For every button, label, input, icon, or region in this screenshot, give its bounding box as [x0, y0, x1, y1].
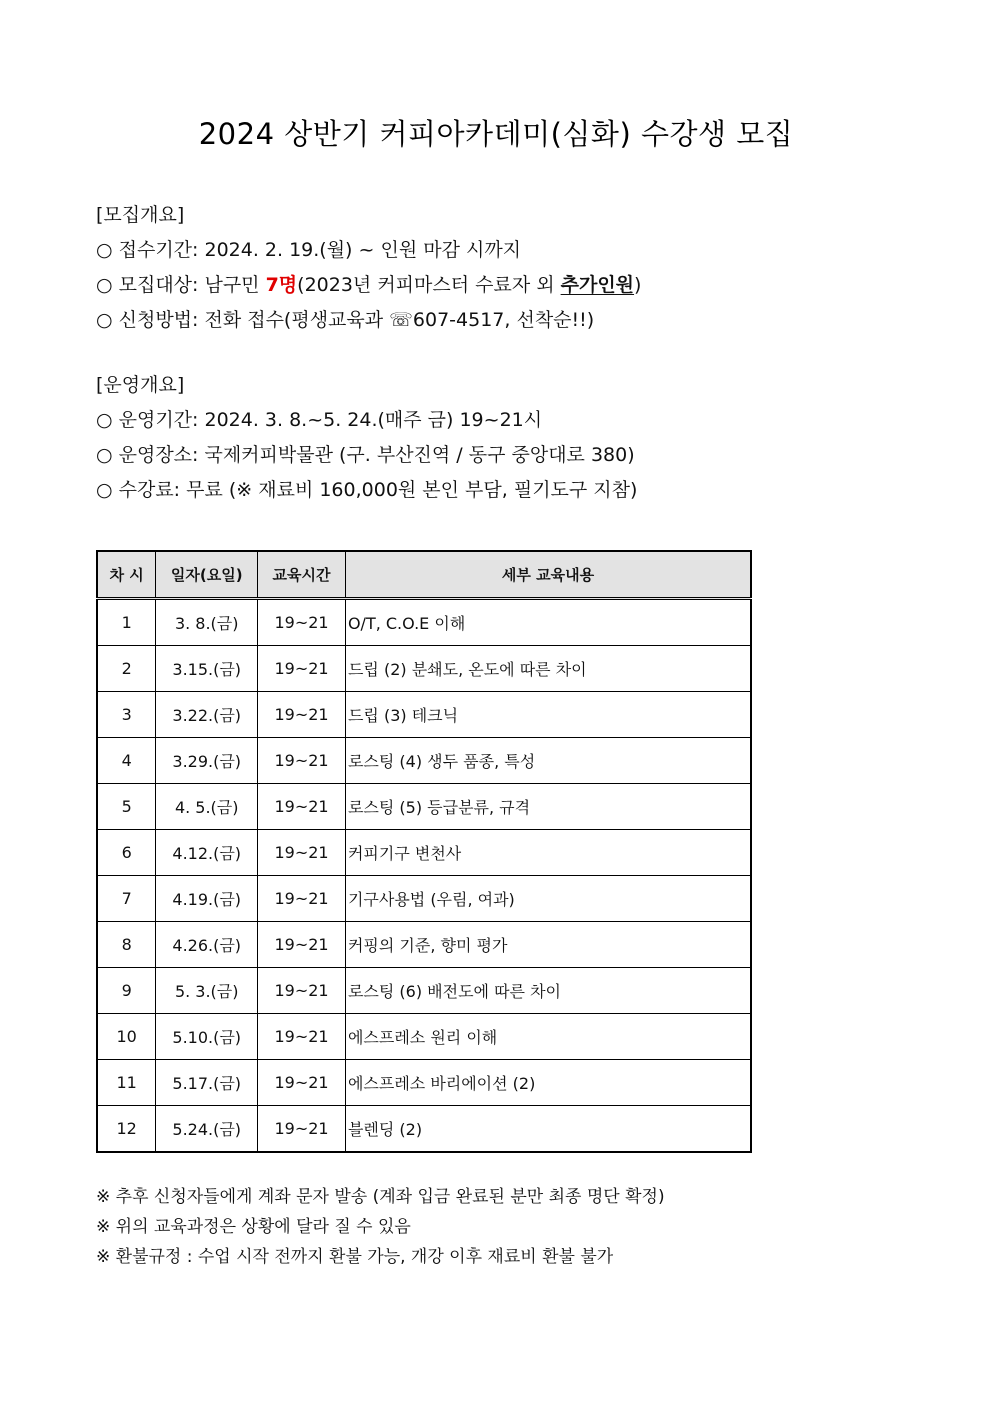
- time-cell: 19~21: [258, 692, 346, 738]
- time-cell: 19~21: [258, 968, 346, 1014]
- header-session: 차 시: [97, 551, 156, 599]
- content-cell: 로스팅 (5) 등급분류, 규격: [345, 784, 751, 830]
- date-cell: 5.24.(금): [156, 1106, 258, 1153]
- date-cell: 5.10.(금): [156, 1014, 258, 1060]
- content-cell: 커핑의 기준, 향미 평가: [345, 922, 751, 968]
- header-time: 교육시간: [258, 551, 346, 599]
- table-row: [97, 738, 751, 784]
- recruit-heading: [모집개요]: [96, 204, 185, 226]
- note-item: ※ 환불규정 : 수업 시작 전까지 환불 가능, 개강 이후 재료비 환불 불가: [96, 1247, 614, 1267]
- content-cell: 로스팅 (6) 배전도에 따른 차이: [345, 968, 751, 1014]
- time-cell: 19~21: [258, 784, 346, 830]
- content-cell: O/T, C.O.E 이해: [345, 599, 751, 646]
- time-cell: 19~21: [258, 876, 346, 922]
- date-cell: 5.17.(금): [156, 1060, 258, 1106]
- time-cell: 19~21: [258, 922, 346, 968]
- content-cell: 기구사용법 (우림, 여과): [345, 876, 751, 922]
- session-cell: 12: [97, 1106, 156, 1153]
- session-cell: 4: [97, 738, 156, 784]
- content-cell: 블렌딩 (2): [345, 1106, 751, 1153]
- content-cell: 로스팅 (4) 생두 품종, 특성: [345, 738, 751, 784]
- time-cell: 19~21: [258, 1014, 346, 1060]
- time-cell: 19~21: [258, 646, 346, 692]
- schedule-table: [96, 550, 752, 1153]
- session-cell: 9: [97, 968, 156, 1014]
- table-header-row: [97, 551, 751, 599]
- date-cell: 4.12.(금): [156, 830, 258, 876]
- target-mid: (2023년 커피마스터 수료자 외: [297, 274, 561, 296]
- table-row: [97, 830, 751, 876]
- session-cell: 2: [97, 646, 156, 692]
- session-cell: 7: [97, 876, 156, 922]
- note-item: ※ 추후 신청자들에게 계좌 문자 발송 (계좌 입금 완료된 분만 최종 명단 확정): [96, 1187, 665, 1207]
- session-cell: 11: [97, 1060, 156, 1106]
- target-count: 7명: [265, 274, 298, 296]
- session-cell: 1: [97, 599, 156, 646]
- header-date: 일자(요일): [156, 551, 258, 599]
- table-row: [97, 599, 751, 646]
- recruit-section: [96, 198, 641, 338]
- operation-heading: [운영개요]: [96, 374, 185, 396]
- table-row: [97, 1106, 751, 1153]
- date-cell: 3. 8.(금): [156, 599, 258, 646]
- time-cell: 19~21: [258, 1060, 346, 1106]
- session-cell: 3: [97, 692, 156, 738]
- date-cell: 5. 3.(금): [156, 968, 258, 1014]
- date-cell: 3.29.(금): [156, 738, 258, 784]
- target-prefix: ○ 모집대상: 남구민: [96, 274, 266, 296]
- notes: [96, 1182, 665, 1272]
- table-row: [97, 968, 751, 1014]
- table-row: [97, 784, 751, 830]
- page-title: 2024 상반기 커피아카데미(심화) 수강생 모집: [198, 117, 794, 151]
- session-cell: 5: [97, 784, 156, 830]
- note-item: ※ 위의 교육과정은 상황에 달라 질 수 있음: [96, 1217, 411, 1237]
- content-cell: 에스프레소 바리에이션 (2): [345, 1060, 751, 1106]
- table-row: [97, 922, 751, 968]
- session-cell: 10: [97, 1014, 156, 1060]
- date-cell: 3.22.(금): [156, 692, 258, 738]
- time-cell: 19~21: [258, 599, 346, 646]
- session-cell: 8: [97, 922, 156, 968]
- time-cell: 19~21: [258, 830, 346, 876]
- content-cell: 드립 (3) 테크닉: [345, 692, 751, 738]
- header-content: 세부 교육내용: [345, 551, 751, 599]
- content-cell: 커피기구 변천사: [345, 830, 751, 876]
- date-cell: 4.19.(금): [156, 876, 258, 922]
- table-row: [97, 646, 751, 692]
- table-row: [97, 692, 751, 738]
- date-cell: 4.26.(금): [156, 922, 258, 968]
- recruit-method: ○ 신청방법: 전화 접수(평생교육과 ☏607-4517, 선착순!!): [96, 309, 595, 331]
- target-suffix: ): [634, 274, 642, 296]
- table-row: [97, 1014, 751, 1060]
- operation-place: ○ 운영장소: 국제커피박물관 (구. 부산진역 / 동구 중앙대로 380): [96, 444, 635, 466]
- time-cell: 19~21: [258, 738, 346, 784]
- date-cell: 3.15.(금): [156, 646, 258, 692]
- table-row: [97, 1060, 751, 1106]
- content-cell: 드립 (2) 분쇄도, 온도에 따른 차이: [345, 646, 751, 692]
- operation-fee: ○ 수강료: 무료 (※ 재료비 160,000원 본인 부담, 필기도구 지참): [96, 479, 638, 501]
- operation-section: [96, 368, 637, 508]
- time-cell: 19~21: [258, 1106, 346, 1153]
- target-extra: 추가인원: [560, 274, 635, 296]
- content-cell: 에스프레소 원리 이해: [345, 1014, 751, 1060]
- operation-period: ○ 운영기간: 2024. 3. 8.~5. 24.(매주 금) 19~21시: [96, 409, 543, 431]
- recruit-period: ○ 접수기간: 2024. 2. 19.(월) ~ 인원 마감 시까지: [96, 239, 522, 261]
- recruit-target: [96, 268, 641, 303]
- table-row: [97, 876, 751, 922]
- date-cell: 4. 5.(금): [156, 784, 258, 830]
- session-cell: 6: [97, 830, 156, 876]
